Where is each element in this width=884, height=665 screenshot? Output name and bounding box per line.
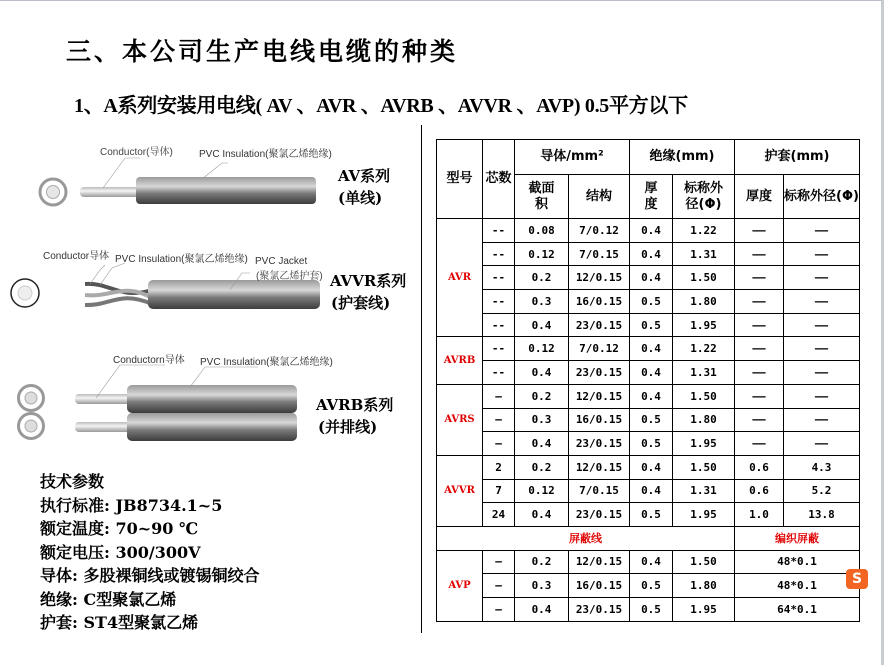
avrb-cable-drawing <box>19 365 298 441</box>
cell-structure: 7/0.12 <box>569 337 630 361</box>
cell-braid-shield: 48*0.1 <box>735 550 860 574</box>
cell-structure: 12/0.15 <box>569 266 630 290</box>
param-temperature: 额定温度: 70~90 ℃ <box>40 519 199 538</box>
avvr-series-label: AVVR系列 <box>330 272 407 290</box>
table-row <box>437 266 860 290</box>
tech-params <box>40 470 259 635</box>
cell-ins-od: 1.22 <box>673 219 735 243</box>
header-conductor: 导体/mm² <box>515 140 630 175</box>
cell-jacket-thickness: —— <box>735 290 784 314</box>
cell-cores: 7 <box>483 479 515 503</box>
cell-jacket-thickness: —— <box>735 242 784 266</box>
cell-jacket-od: —— <box>784 337 860 361</box>
header-model: 型号 <box>437 140 483 219</box>
cell-ins-thickness: 0.4 <box>630 550 673 574</box>
cell-ins-thickness: 0.4 <box>630 266 673 290</box>
cell-ins-od: 1.50 <box>673 550 735 574</box>
divider <box>421 125 422 633</box>
cell-ins-od: 1.31 <box>673 242 735 266</box>
cell-cores: — <box>483 598 515 622</box>
cell-jacket-thickness: —— <box>735 361 784 385</box>
cell-ins-thickness: 0.5 <box>630 574 673 598</box>
cell-ins-thickness: 0.4 <box>630 479 673 503</box>
insulation-label: PVC Insulation(聚氯乙烯绝缘) <box>199 149 332 160</box>
model-cell: AVRB <box>437 337 483 384</box>
cell-ins-od: 1.31 <box>673 361 735 385</box>
cell-ins-od: 1.95 <box>673 598 735 622</box>
table-row <box>437 455 860 479</box>
cell-area: 0.3 <box>515 408 569 432</box>
cell-jacket-od: —— <box>784 361 860 385</box>
cell-structure: 12/0.15 <box>569 455 630 479</box>
top-border <box>0 0 884 1</box>
cell-jacket-thickness: —— <box>735 313 784 337</box>
cell-area: 0.12 <box>515 337 569 361</box>
cell-ins-od: 1.80 <box>673 574 735 598</box>
cell-cores: -- <box>483 361 515 385</box>
cell-area: 0.12 <box>515 242 569 266</box>
table-row <box>437 290 860 314</box>
cell-ins-od: 1.80 <box>673 290 735 314</box>
cell-jacket-od: —— <box>784 219 860 243</box>
cell-ins-od: 1.95 <box>673 503 735 527</box>
cell-area: 0.4 <box>515 432 569 456</box>
conductor-label: Conductor导体 <box>43 251 110 262</box>
cell-cores: -- <box>483 290 515 314</box>
cell-ins-thickness: 0.4 <box>630 219 673 243</box>
cell-cores: — <box>483 550 515 574</box>
cell-jacket-thickness: 0.6 <box>735 455 784 479</box>
cell-ins-od: 1.50 <box>673 266 735 290</box>
cell-area: 0.2 <box>515 266 569 290</box>
cell-area: 0.12 <box>515 479 569 503</box>
cell-structure: 23/0.15 <box>569 598 630 622</box>
cell-ins-thickness: 0.4 <box>630 361 673 385</box>
cell-jacket-od: 13.8 <box>784 503 860 527</box>
table-row <box>437 432 860 456</box>
cell-area: 0.3 <box>515 574 569 598</box>
spec-table-body <box>437 219 860 622</box>
header-insulation: 绝缘(mm) <box>630 140 735 175</box>
avrb-series-label: AVRB系列 <box>316 396 394 414</box>
cell-cores: — <box>483 408 515 432</box>
cell-ins-od: 1.50 <box>673 455 735 479</box>
header-jacket-od: 标称外径(Φ) <box>784 175 860 219</box>
table-row <box>437 550 860 574</box>
shield-section-row <box>437 526 860 550</box>
jacket-label-cn: (聚氯乙烯护套) <box>256 271 323 282</box>
conductor-label: Conductor(导体) <box>100 147 173 158</box>
cell-structure: 7/0.15 <box>569 479 630 503</box>
cell-structure: 7/0.12 <box>569 219 630 243</box>
spec-table <box>436 139 860 622</box>
cell-jacket-thickness: 1.0 <box>735 503 784 527</box>
cell-structure: 16/0.15 <box>569 574 630 598</box>
cell-ins-od: 1.80 <box>673 408 735 432</box>
cell-area: 0.2 <box>515 455 569 479</box>
jacket-label: PVC Jacket <box>255 256 308 267</box>
cell-cores: -- <box>483 266 515 290</box>
cell-structure: 12/0.15 <box>569 384 630 408</box>
cell-ins-od: 1.95 <box>673 313 735 337</box>
model-cell: AVR <box>437 219 483 337</box>
header-jacket-thickness: 厚度 <box>735 175 784 219</box>
table-row <box>437 337 860 361</box>
cell-cores: -- <box>483 313 515 337</box>
cell-ins-od: 1.31 <box>673 479 735 503</box>
shield-wire-label: 屏蔽线 <box>437 526 735 550</box>
table-row <box>437 574 860 598</box>
ime-sogou-icon[interactable]: S <box>846 569 868 589</box>
cell-cores: 2 <box>483 455 515 479</box>
cell-area: 0.4 <box>515 361 569 385</box>
cell-ins-thickness: 0.5 <box>630 290 673 314</box>
insulation-label: PVC Insulation(聚氯乙烯绝缘) <box>115 254 248 265</box>
table-row <box>437 313 860 337</box>
cell-area: 0.2 <box>515 550 569 574</box>
cell-braid-shield: 48*0.1 <box>735 574 860 598</box>
header-ins-thickness: 厚度 <box>630 175 673 219</box>
cell-structure: 23/0.15 <box>569 503 630 527</box>
cell-structure: 16/0.15 <box>569 290 630 314</box>
cell-jacket-thickness: 0.6 <box>735 479 784 503</box>
cell-jacket-od: —— <box>784 266 860 290</box>
av-type-label: (单线) <box>338 189 383 207</box>
header-area: 截面积 <box>515 175 569 219</box>
tech-params-heading: 技术参数 <box>40 472 105 491</box>
param-voltage: 额定电压: 300/300V <box>40 542 201 562</box>
cell-jacket-thickness: —— <box>735 266 784 290</box>
avrb-type-label: (并排线) <box>318 418 378 436</box>
cell-area: 0.3 <box>515 290 569 314</box>
model-cell: AVVR <box>437 455 483 526</box>
header-ins-od: 标称外径(Φ) <box>673 175 735 219</box>
cell-jacket-od: —— <box>784 384 860 408</box>
table-row <box>437 503 860 527</box>
cell-structure: 16/0.15 <box>569 408 630 432</box>
param-insulation: 绝缘: C型聚氯乙烯 <box>40 589 177 609</box>
cell-jacket-od: —— <box>784 432 860 456</box>
cell-structure: 7/0.15 <box>569 242 630 266</box>
table-row <box>437 408 860 432</box>
cell-ins-thickness: 0.5 <box>630 598 673 622</box>
conductor-label: Conductorn导体 <box>113 355 185 366</box>
cell-cores: -- <box>483 219 515 243</box>
cell-cores: — <box>483 384 515 408</box>
cell-area: 0.4 <box>515 598 569 622</box>
cell-jacket-thickness: —— <box>735 219 784 243</box>
cell-jacket-od: 4.3 <box>784 455 860 479</box>
cell-ins-thickness: 0.4 <box>630 337 673 361</box>
cell-jacket-od: —— <box>784 313 860 337</box>
cable-illustrations <box>0 130 420 450</box>
param-jacket: 护套: ST4型聚氯乙烯 <box>40 613 199 632</box>
avvr-type-label: (护套线) <box>331 294 391 312</box>
cell-ins-od: 1.50 <box>673 384 735 408</box>
cell-ins-od: 1.95 <box>673 432 735 456</box>
cell-ins-thickness: 0.5 <box>630 408 673 432</box>
cell-area: 0.08 <box>515 219 569 243</box>
cell-ins-thickness: 0.4 <box>630 455 673 479</box>
cell-ins-thickness: 0.5 <box>630 432 673 456</box>
cell-jacket-thickness: —— <box>735 408 784 432</box>
av-cable-drawing <box>40 158 316 205</box>
cell-jacket-od: —— <box>784 408 860 432</box>
param-standard: 执行标准: JB8734.1~5 <box>40 495 223 515</box>
cell-area: 0.4 <box>515 313 569 337</box>
cell-cores: -- <box>483 337 515 361</box>
insulation-label: PVC Insulation(聚氯乙烯绝缘) <box>200 357 333 368</box>
cell-jacket-thickness: —— <box>735 432 784 456</box>
cell-ins-od: 1.22 <box>673 337 735 361</box>
table-row <box>437 219 860 243</box>
param-conductor: 导体: 多股裸铜线或镀锡铜绞合 <box>40 566 260 585</box>
cell-ins-thickness: 0.4 <box>630 242 673 266</box>
cell-area: 0.4 <box>515 503 569 527</box>
cell-jacket-od: —— <box>784 290 860 314</box>
cell-jacket-od: 5.2 <box>784 479 860 503</box>
model-cell: AVRS <box>437 384 483 455</box>
cell-braid-shield: 64*0.1 <box>735 598 860 622</box>
cell-structure: 23/0.15 <box>569 361 630 385</box>
header-structure: 结构 <box>569 175 630 219</box>
cell-area: 0.2 <box>515 384 569 408</box>
cell-cores: 24 <box>483 503 515 527</box>
cell-structure: 23/0.15 <box>569 313 630 337</box>
section-subtitle: 1、A系列安装用电线( AV 、AVR 、AVRB 、AVVR 、AVP) 0.5平方以下 <box>74 95 688 117</box>
model-cell: AVP <box>437 550 483 621</box>
cell-cores: -- <box>483 242 515 266</box>
cell-ins-thickness: 0.4 <box>630 384 673 408</box>
table-row <box>437 242 860 266</box>
cell-jacket-od: —— <box>784 242 860 266</box>
cell-cores: — <box>483 574 515 598</box>
page-title: 三、本公司生产电线电缆的种类 <box>66 37 459 66</box>
table-row <box>437 361 860 385</box>
av-series-label: AV系列 <box>338 167 391 185</box>
header-cores: 芯数 <box>483 140 515 219</box>
cell-jacket-thickness: —— <box>735 337 784 361</box>
cell-structure: 23/0.15 <box>569 432 630 456</box>
table-row <box>437 598 860 622</box>
cell-cores: — <box>483 432 515 456</box>
table-row <box>437 384 860 408</box>
header-jacket: 护套(mm) <box>735 140 860 175</box>
table-row <box>437 479 860 503</box>
cell-jacket-thickness: —— <box>735 384 784 408</box>
cell-ins-thickness: 0.5 <box>630 503 673 527</box>
cell-structure: 12/0.15 <box>569 550 630 574</box>
braid-shield-label: 编织屏蔽 <box>735 526 860 550</box>
cell-ins-thickness: 0.5 <box>630 313 673 337</box>
